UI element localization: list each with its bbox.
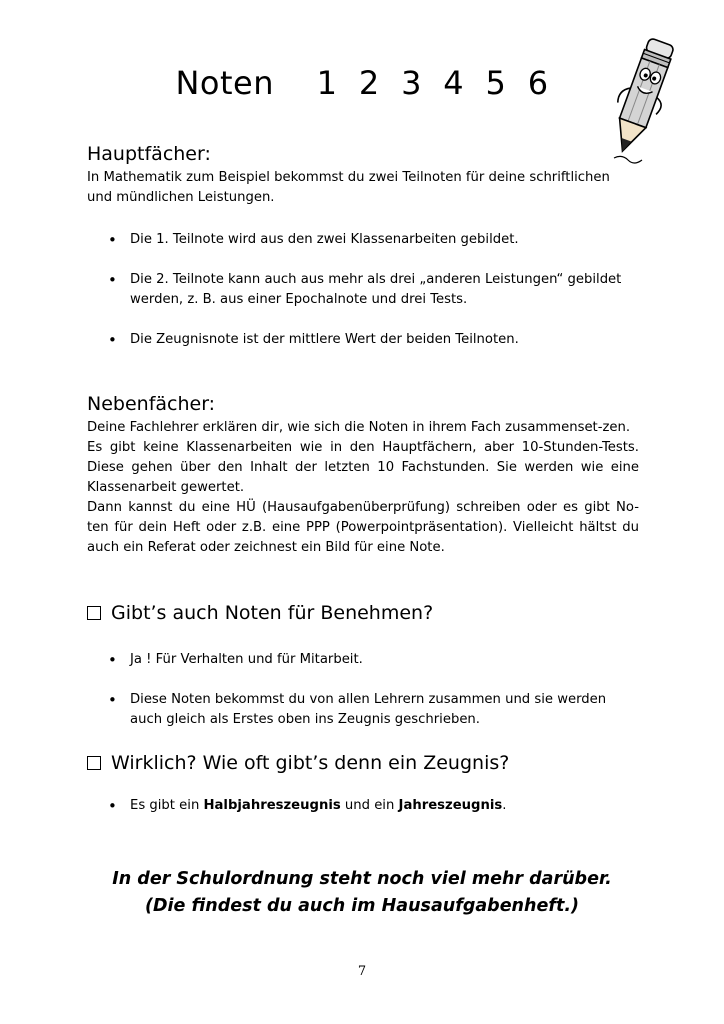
pencil-mascot-icon — [598, 32, 682, 168]
question-benehmen — [87, 602, 433, 624]
page-title: Noten 1 2 3 4 5 6 — [175, 64, 549, 102]
zeugnis-text-suffix: . — [502, 798, 507, 813]
section-heading-hauptfaecher: Hauptfächer: — [87, 143, 211, 165]
list-item: • Diese Noten bekommst du von allen Lehrern zusammen und sie werden auch gleich als Erstes oben ins Zeugnis geschrieben. — [110, 690, 640, 730]
section-heading-nebenfaecher: Nebenfächer: — [87, 393, 216, 415]
closing-line-2: (Die findest du auch im Hausaufgabenheft.) — [145, 896, 579, 916]
closing-line-1: In der Schulordnung steht noch viel mehr darüber. — [112, 869, 612, 889]
question-zeugnis — [87, 752, 509, 774]
zeugnis-text-mid: und ein — [340, 798, 399, 813]
hauptfaecher-intro — [87, 168, 639, 208]
zeugnis-jahr: Jahreszeugnis — [398, 798, 503, 813]
list-item: • Die 2. Teilnote kann auch aus mehr als drei „anderen Leistungen“ gebildet werden, z. B. aus einer Epochalnote und drei Tests. — [110, 270, 640, 310]
nebenfaecher-paragraph: Dann kannst du eine HÜ (Hausaufgabenüberprüfung) schreiben oder es gibt No-ten für dein Heft oder z.B. eine PPP (Powerpointpräsentation). Vielleicht hältst du auch ein Referat oder zeichnest ein Bild für eine Note. — [87, 500, 639, 555]
page-number: 7 — [357, 964, 367, 979]
closing-note — [0, 866, 724, 920]
list-item — [110, 796, 640, 816]
list-item: • Die Zeugnisnote ist der mittlere Wert der beiden Teilnoten. — [110, 330, 640, 350]
checkbox-square-icon — [87, 606, 101, 620]
zeugnis-halbjahr: Halbjahreszeugnis — [203, 798, 341, 813]
hauptfaecher-intro-text: In Mathematik zum Beispiel bekommst du zwei Teilnoten für deine schriftlichen und mündlichen Leistungen. — [87, 170, 610, 205]
zeugnis-bullet-list — [110, 796, 640, 816]
list-item: • Ja ! Für Verhalten und für Mitarbeit. — [110, 650, 640, 670]
nebenfaecher-paragraph: Es gibt keine Klassenarbeiten wie in den Hauptfächern, aber 10-Stunden-Tests. Diese gehen über den Inhalt der letzten 10 Fachstunden. Sie werden wie eine Klassenarbeit gewertet. — [87, 440, 639, 495]
hauptfaecher-bullet-list — [110, 230, 640, 350]
list-item: • Die 1. Teilnote wird aus den zwei Klassenarbeiten gebildet. — [110, 230, 640, 250]
question-benehmen-text: Gibt’s auch Noten für Benehmen? — [111, 602, 434, 624]
nebenfaecher-paragraph: Deine Fachlehrer erklären dir, wie sich die Noten in ihrem Fach zusammenset-zen. — [87, 420, 631, 435]
zeugnis-text-prefix: Es gibt ein — [130, 798, 204, 813]
question-zeugnis-text: Wirklich? Wie oft gibt’s denn ein Zeugnis? — [111, 752, 510, 774]
benehmen-bullet-list — [110, 650, 640, 730]
nebenfaecher-text — [87, 418, 639, 558]
checkbox-square-icon — [87, 756, 101, 770]
